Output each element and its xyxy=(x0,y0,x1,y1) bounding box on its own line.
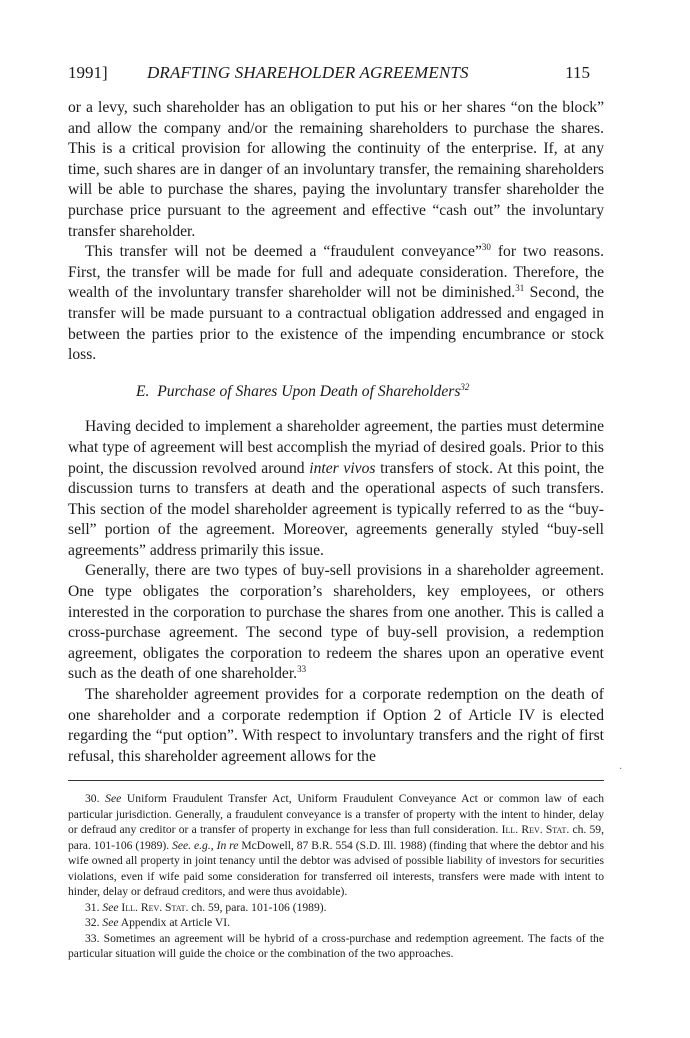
running-header xyxy=(68,62,604,84)
text-run: Appendix at Article VI. xyxy=(118,916,231,929)
footnote-30 xyxy=(68,791,604,900)
footnote-ref-32: 32 xyxy=(460,381,470,392)
signal: See xyxy=(102,916,119,929)
text-run: ch. 59, para. 101-106 (1989). xyxy=(68,823,605,852)
section-title: Purchase of Shares Upon Death of Shareholders xyxy=(157,382,461,400)
footnotes xyxy=(68,791,604,962)
main-text xyxy=(68,98,604,767)
stray-mark: · xyxy=(619,764,623,775)
text-run: Second, the transfer will be made pursuant to a contractual obligation addressed and engaged in between the parties prior to the existence of the impending encumbrance or stock loss. xyxy=(68,284,604,364)
footnote-number: 32. xyxy=(85,916,100,929)
italic-term: inter vivos xyxy=(309,459,376,477)
paragraph-continuation: or a levy, such shareholder has an obligation to put his or her shares “on the block” and allow the company and/or the remaining shareholders to purchase the shares. This is a critical provision for allowing the continuity of the enterprise. If, at any time, such shares are in danger of an involuntary transfer, the remaining shareholders will be able to purchase the shares, paying the involuntary transfer shareholder the purchase price pursuant to the agreement and effective “cash out” the involuntary transfer shareholder. xyxy=(68,99,604,240)
text-run: Having decided to implement a shareholder agreement, the parties must determine what type of agreement will best accomplish the myriad of desired goals. Prior to this point, the discussion revolved around xyxy=(68,418,604,477)
text-run: ch. 59, para. 101-106 (1989). xyxy=(188,900,327,914)
page-number: 115 xyxy=(565,63,590,82)
footnote-number: 33. xyxy=(85,931,100,945)
footnote-number: 30. xyxy=(85,792,100,805)
paragraph-buy-sell-types xyxy=(68,561,604,685)
footnote-32 xyxy=(68,915,604,931)
paragraph-buy-sell-intro xyxy=(68,417,604,561)
text-run: McDowell, 87 B.R. 554 (S.D. Ill. 1988) (finding that where the debtor and his wife owned all property in joint tenancy until the debtor was advised of possible liability of investors for securities violations, even if wife paid some consideration for transferred oil interests, transfers were made with intent to hinder, delay or defraud creditors, and were thus avoidable). xyxy=(68,838,604,898)
footnote-ref-30: 30 xyxy=(481,241,491,252)
text-run: Sometimes an agreement will be hybrid of a cross-purchase and redemption agreement. The facts of the particular situation will guide the choice or the combination of the two approaches. xyxy=(68,931,604,960)
text-run: transfers of stock. At this point, the discussion turns to transfers at death and the operational aspects of such transfers. This section of the model shareholder agreement is typically referred to as the “buy-sell” portion of the agreement. Moreover, agreements generally styled “buy-sell agreements” address primarily this issue. xyxy=(68,459,604,559)
footnote-number: 31. xyxy=(85,900,100,914)
section-heading xyxy=(68,382,604,403)
text-run: This transfer will not be deemed a “fraudulent conveyance” xyxy=(85,243,482,261)
header-year: 1991] xyxy=(68,63,108,82)
text-run: for two reasons. First, the transfer will be made for full and adequate consideration. Therefore, the wealth of the involuntary transfer shareholder will not be diminished. xyxy=(68,243,604,302)
footnote-divider xyxy=(68,780,604,781)
statute: Ill. Rev. Stat. xyxy=(121,900,189,914)
header-title: DRAFTING SHAREHOLDER AGREEMENTS xyxy=(147,63,469,82)
paragraph-redemption: The shareholder agreement provides for a corporate redemption on the death of one shareholder and a corporate redemption if Option 2 of Article IV is elected regarding the “put option”. With respect to involuntary transfers and the right of first refusal, this shareholder agreement allows for the xyxy=(68,686,604,765)
footnote-ref-31: 31 xyxy=(515,283,525,294)
statute: Ill. Rev. Stat. xyxy=(501,823,570,836)
text-run: Uniform Fraudulent Transfer Act, Uniform Fraudulent Conveyance Act or common law of each particular jurisdiction. Generally, a fraudulent conveyance is a transfer of property with the intent to hinder, delay or defraud any creditor or a transfer of property in exchange for less than full consideration. xyxy=(68,792,604,836)
footnote-ref-33: 33 xyxy=(297,664,307,675)
paragraph-fraudulent-conveyance xyxy=(68,242,604,366)
footnote-31 xyxy=(68,900,604,916)
section-label: E. xyxy=(136,382,150,400)
signal: See xyxy=(105,792,122,805)
signal: See xyxy=(102,900,119,914)
text-run: Generally, there are two types of buy-sell provisions in a shareholder agreement. One type obligates the corporation’s shareholders, key employees, or others interested in the corporation to purchase the shares from one another. This is called a cross-purchase agreement. The second type of buy-sell provision, a redemption agreement, obligates the corporation to redeem the shares upon an operative event such as the death of one shareholder. xyxy=(68,562,604,683)
signal: See. e.g., In re xyxy=(172,838,239,852)
footnote-33 xyxy=(68,931,604,962)
